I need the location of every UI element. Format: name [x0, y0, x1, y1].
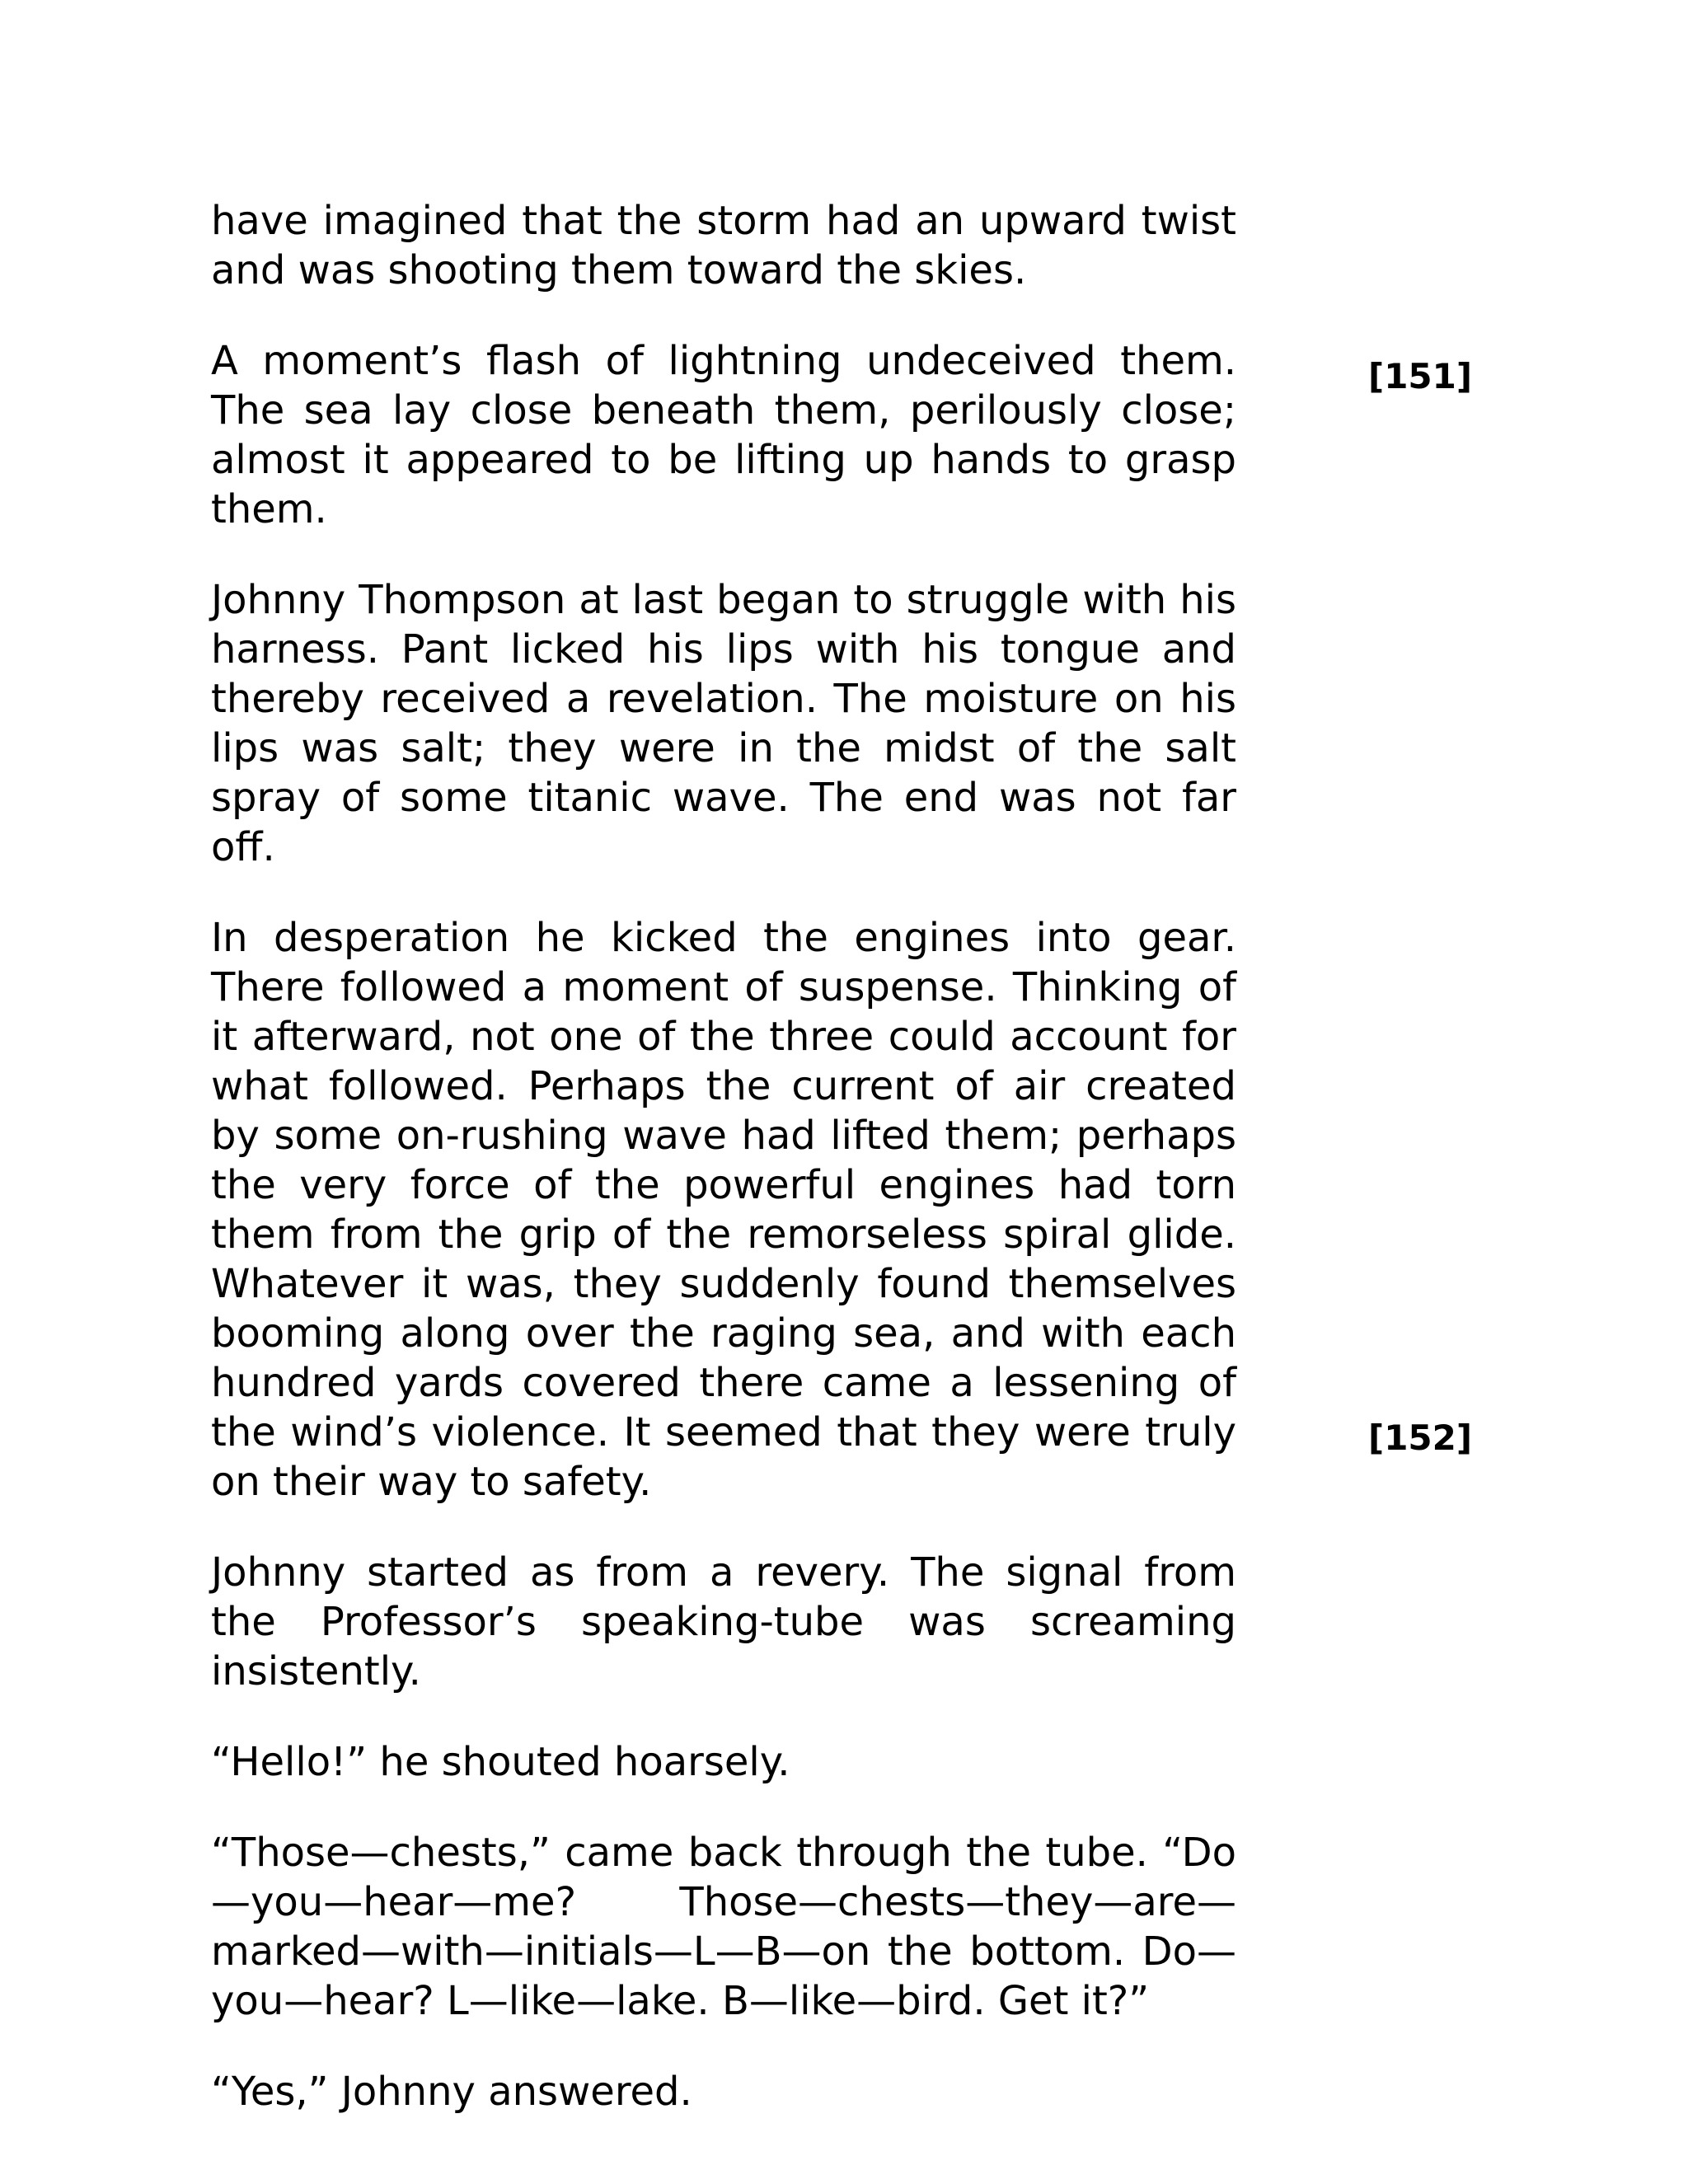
paragraph: “Hello!” he shouted hoarsely.: [211, 1739, 790, 1785]
body-text: [211, 196, 1236, 2158]
page-number-marker: [152]: [1368, 1418, 1473, 1458]
paragraph: A moment’s flash of lightning undeceived them. The sea lay close beneath them, perilously close; almost it appeared to be lifting up hands to grasp them.: [211, 338, 1236, 532]
paragraph: In desperation he kicked the engines into gear. There followed a moment of suspense. Thinking of it afterward, not one of the three could account for what followed. Perhaps the current of air created by some on-rushing wave had lifted them; perhaps the very force of the powerful engines had torn them from the grip of the remorseless spiral glide. Whatever it was, they suddenly found themselves booming along over the raging sea, and with each hundred yards covered there came a lessening of the wind’s violence. It seemed that they were truly on their way to safety.: [211, 915, 1236, 1505]
paragraph: have imagined that the storm had an upward twist and was shooting them toward the skies.: [211, 198, 1236, 293]
paragraph: “Those—chests,” came back through the tube. “Do—you—hear—me? Those—chests—they—are—marked—with—initials—L—B—on the bottom. Do—you—hear? L—like—lake. B—like—bird. Get it?”: [211, 1830, 1236, 2024]
page-number-marker: [151]: [1368, 356, 1473, 396]
paragraph: “Yes,” Johnny answered.: [211, 2069, 692, 2115]
paragraph: Johnny started as from a revery. The signal from the Professor’s speaking-tube was screaming insistently.: [211, 1549, 1236, 1694]
paragraph: Johnny Thompson at last began to struggle with his harness. Pant licked his lips with his tongue and thereby received a revelation. The moisture on his lips was salt; they were in the midst of the salt spray of some titanic wave. The end was not far off.: [211, 577, 1236, 870]
